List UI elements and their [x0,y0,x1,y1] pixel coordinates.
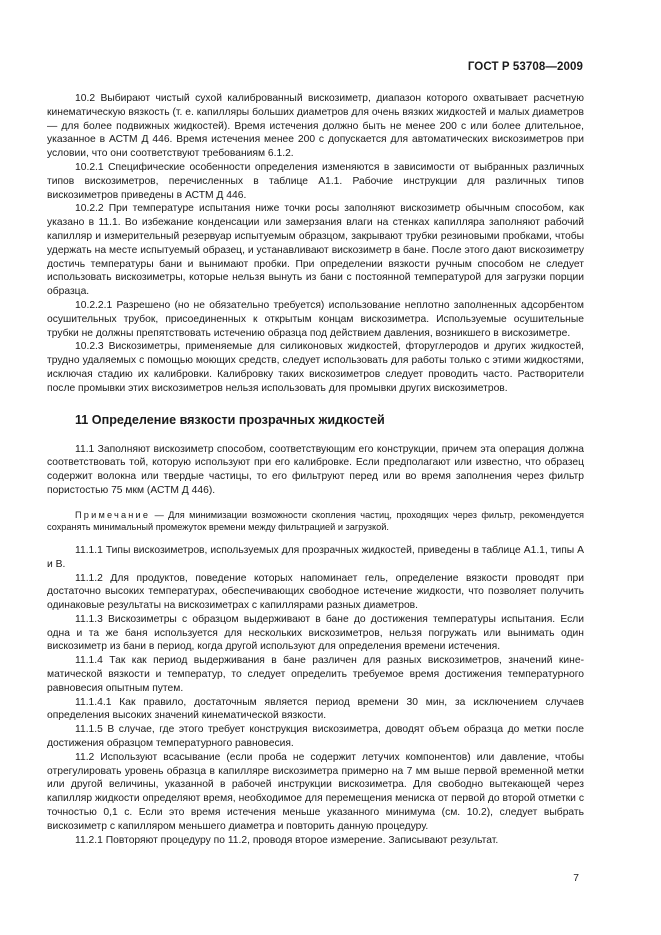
paragraph-10-2-2: 10.2.2 При температуре испытания ниже точки росы заполняют вискозиметр обычным способом, как указано в 11.1. Во избежание конденсации или замерзания влаги на стенках капилляра заполняют рабочий капилляр и измерительный резервуар испытуемым образцом, закрывают трубки резиновыми пробками, чтобы удержать на месте испытуемый образец, и устанавливают вискозиметр в бане. После этого дают вискозиметру достичь температуры бани и вынимают пробки. При определении вязкости ручным способом не следует использовать вискозиметры, которые нельзя вынуть из бани с постоянной температурой для загрузки порции образца. [47,203,584,298]
paragraph-10-2-2-1: 10.2.2.1 Разрешено (но не обязательно требуется) использование неплотно заполненных адсорбентом осушительных трубок, присоединенных к открытым концам вискозиметра. Используемые осушительные трубки не должны препятствовать истечению образца под действием давления, возникшего в вискозиметре. [47,299,584,339]
paragraph-10-2-3: 10.2.3 Вискозиметры, применяемые для силиконовых жидкостей, фторуглеродов и других жидкостей, трудно удаляемых с помощью моющих средств, следует использовать для работы только с этими жидкостями, исключая стадию их калибровки. Калибровку таких вискозиметров следует проводить часто. Растворители после промывки этих вискозиметров нельзя использовать для промывки других вискозиметров. [47,341,584,394]
note [47,509,584,534]
paragraph-11-1-3: 11.1.3 Вискозиметры с образцом выдерживают в бане до достижения температуры испытания. Если одна и та же баня используется для нескольких вискозиметров, нельзя погружать или вынимать один вискозиметр из бани в период, когда другой используют для определения времени истечения. [47,613,584,653]
note-label: Примечание [75,509,151,520]
paragraph-11-1-1: 11.1.1 Типы вискозиметров, используемых для прозрачных жидкостей, приведены в таблице А1.1, типы А и В. [47,544,584,570]
paragraph-10-2: 10.2 Выбирают чистый сухой калиброванный вискозиметр, диапазон которого охватывает расчетную кинематическую вязкость (т. е. капилляры больших диаметров для очень вязких жидкостей и малых диаметров — для более подвижных жидкостей). Время истечения должно быть не менее 200 с или более длительное, указанное в АСТМ Д 446. Время истечения менее 200 с допускается для автоматических вискозиметров при условии, что они соответствуют требованиям 6.1.2. [47,93,584,160]
note-text: Для минимизации возможности скопления частиц, проходящих через фильтр, рекомендуется сохранять минимальный промежуток времени между фильтрацией и загрузкой. [47,509,585,533]
section-title-11: 11 Определение вязкости прозрачных жидкостей [75,412,385,427]
paragraph-11-1-2: 11.1.2 Для продуктов, поведение которых напоминает гель, определение вязкости проводят при достаточно высоких температурах, обеспечивающих свободное истечение жидкости, что позволяет получить одинаковые результаты на вискозиметрах с капиллярами разных диаметров. [47,572,584,612]
paragraph-11-1-5: 11.1.5 В случае, где этого требует конструкция вискозиметра, доводят объем образца до метки после достижения образцом температурного равновесия. [47,724,584,750]
paragraph-11-1-4-1: 11.1.4.1 Как правило, достаточным является период времени 30 мин, за исключением случаев определения высоких значений кинематической вязкости. [47,696,584,722]
paragraph-11-2-1: 11.2.1 Повторяют процедуру по 11.2, проводя второе измерение. Записывают результат. [75,834,499,846]
paragraph-11-2: 11.2 Используют всасывание (если проба не содержит летучих компонентов) или давление, чтобы отрегулировать уровень образца в капилляре вискозиметра примерно на 7 мм выше первой временной метки или другой величины, указанной в рабочей инструкции вискозиметра. Для свободно вытекающей через капилляр жидкости определяют время, необходимое для перемещения мениска от первой до второй отметки с точностью 0,1 с. Если это время истечения меньше указанного минимума (см. 10.2), следует выбрать вискозиметр с капилляром меньшего диаметра и повторить данную процедуру. [47,751,584,832]
paragraph-11-1-4: 11.1.4 Так как период выдерживания в бане различен для разных вискозиметров, значений кинематической вязкости и температур, то следует определить требуемое время достижения температурного равновесия опытным путем. [47,655,584,694]
document-body [47,92,584,847]
standard-header: ГОСТ Р 53708—2009 [467,61,583,73]
paragraph-11-1: 11.1 Заполняют вискозиметр способом, соответствующим его конструкции, причем эта операция должна соответствовать той, которую используют при его калибровке. Если предполагают или известно, что образец содержит волокна или твердые частицы, то его фильтруют перед или во время заполнения через фильтр пористостью 75 мкм (АСТМ Д 446). [47,443,584,496]
page-number: 7 [573,873,579,884]
note-dash: — [150,509,169,520]
paragraph-10-2-1: 10.2.1 Специфические особенности определения изменяются в зависимости от выбранных различных типов вискозиметров, перечисленных в таблице А1.1. Рабочие инструкции для различных типов вискозиметров приведены в АСТМ Д 446. [47,161,584,201]
